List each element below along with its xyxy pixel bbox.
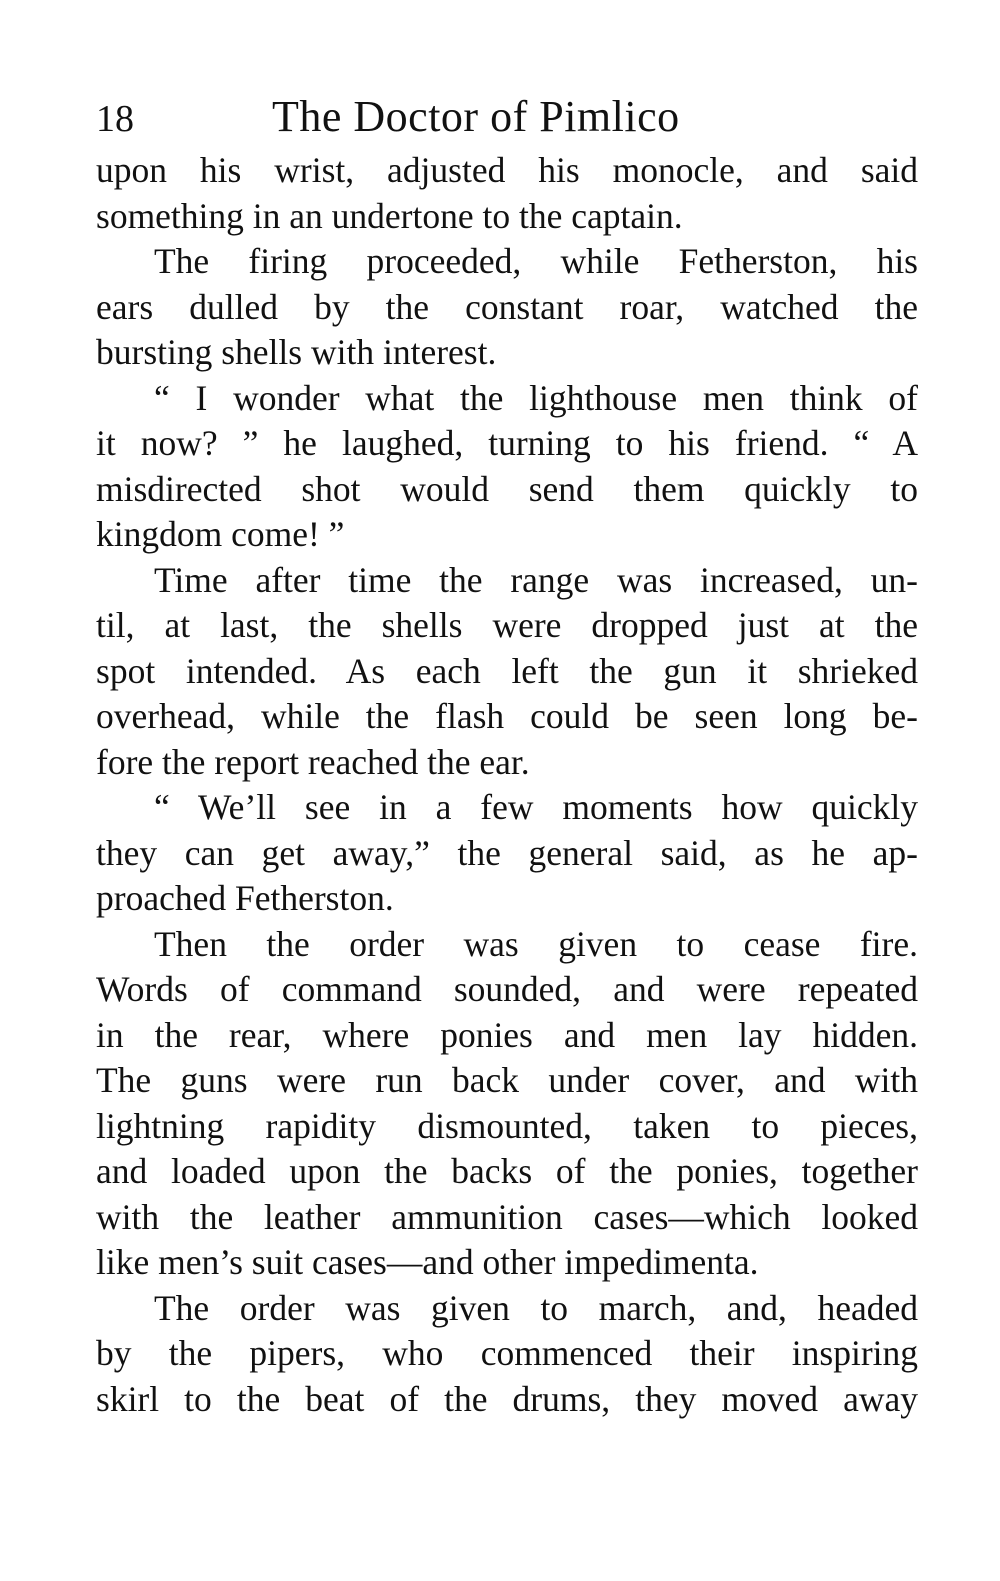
text-line: proached Fetherston.: [96, 878, 394, 918]
book-title: The Doctor of Pimlico: [272, 92, 680, 141]
book-page: [96, 86, 918, 1422]
text-line: ears dulled by the constant roar, watched the: [96, 286, 918, 327]
text-line: with the leather ammunition cases—which looked: [96, 1196, 918, 1237]
text-line: lightning rapidity dismounted, taken to pieces,: [96, 1105, 918, 1146]
text-line: it now? ” he laughed, turning to his friend. “ A: [96, 423, 918, 463]
body-text: [96, 148, 918, 1422]
text-line: “ I wonder what the lighthouse men think of: [154, 377, 918, 418]
running-head: [96, 86, 918, 148]
text-line: The order was given to march, and, headed: [154, 1287, 918, 1328]
text-line: by the pipers, who commenced their inspiring: [96, 1333, 918, 1373]
text-line: “ We’ll see in a few moments how quickly: [154, 787, 918, 827]
text-line: overhead, while the flash could be seen long be-: [96, 696, 918, 736]
text-line: Words of command sounded, and were repeated: [96, 969, 918, 1009]
text-line: misdirected shot would send them quickly to: [96, 468, 918, 509]
text-line: fore the report reached the ear.: [96, 741, 530, 782]
text-line: skirl to the beat of the drums, they moved away: [96, 1378, 918, 1419]
text-line: Then the order was given to cease fire.: [154, 923, 918, 964]
text-line: bursting shells with interest.: [96, 332, 497, 372]
text-line: til, at last, the shells were dropped just at the: [96, 605, 918, 645]
text-line: like men’s suit cases—and other impedimenta.: [96, 1242, 759, 1282]
text-line: something in an undertone to the captain.: [96, 195, 683, 236]
text-line: upon his wrist, adjusted his monocle, and said: [96, 150, 918, 190]
text-line: and loaded upon the backs of the ponies, together: [96, 1151, 918, 1191]
text-line: kingdom come! ”: [96, 514, 345, 554]
page-number: 18: [96, 98, 134, 140]
text-line: The guns were run back under cover, and with: [96, 1060, 918, 1100]
text-line: they can get away,” the general said, as he ap-: [96, 832, 918, 873]
text-line: The firing proceeded, while Fetherston, his: [154, 241, 918, 281]
text-line: spot intended. As each left the gun it shrieked: [96, 650, 918, 691]
text-line: Time after time the range was increased, un-: [154, 559, 918, 600]
text-line: in the rear, where ponies and men lay hidden.: [96, 1014, 918, 1055]
